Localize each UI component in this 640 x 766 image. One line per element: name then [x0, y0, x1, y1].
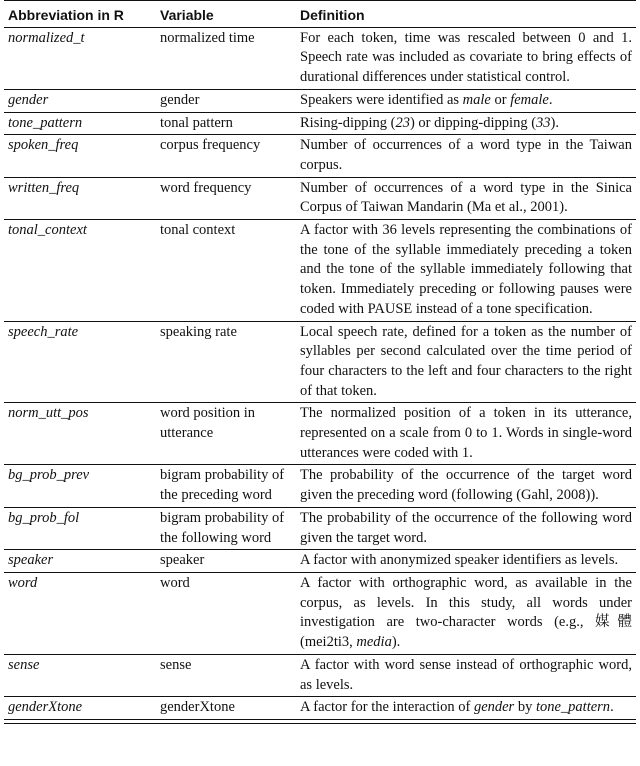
variable-cell: gender [156, 89, 296, 112]
variable-cell: tonal pattern [156, 112, 296, 135]
abbreviation-cell: word [4, 572, 156, 654]
table-row [4, 550, 636, 573]
table-row [4, 135, 636, 177]
header-variable: Variable [156, 4, 296, 27]
definition-cell [296, 697, 636, 720]
definition-cell [296, 220, 636, 322]
definition-text: . [548, 91, 553, 108]
variable-cell: normalized time [156, 27, 296, 89]
header-abbreviation: Abbreviation in R [4, 4, 156, 27]
variable-cell: sense [156, 654, 296, 696]
variable-cell: word [156, 572, 296, 654]
table-row [4, 572, 636, 654]
definition-text: Local speech rate, defined for a token as the number of syllables per second calculated over the time period of four characters to the left and four characters to the right of that token. [300, 323, 632, 399]
definition-text: A factor with word sense instead of orthographic word, as levels. [300, 656, 632, 693]
table-row [4, 112, 636, 135]
definition-emphasis: 23 [395, 114, 410, 131]
table-row [4, 654, 636, 696]
table-row [4, 321, 636, 403]
abbreviation-cell: normalized_t [4, 27, 156, 89]
definition-text: A factor for the interaction of [300, 699, 474, 716]
variable-cell: genderXtone [156, 697, 296, 720]
definition-emphasis: tone_pattern [535, 699, 611, 716]
header-row [4, 4, 636, 27]
table-body [4, 27, 636, 719]
bottom-rule [4, 719, 636, 723]
definition-text: Rising-dipping ( [300, 114, 396, 131]
definition-text: A factor with 36 levels representing the combinations of the tone of the syllable immediately preceding a token and the tone of the syllable immediately following that token. Immediately preceding or following pauses were coded with PAUSE instead of a tone specification. [300, 222, 632, 317]
definition-cell [296, 112, 636, 135]
variable-cell: word position in utterance [156, 403, 296, 465]
abbreviation-cell: speech_rate [4, 321, 156, 403]
definition-emphasis: gender [473, 699, 515, 716]
definition-text: ). [550, 114, 559, 131]
table-row [4, 220, 636, 322]
table-row [4, 89, 636, 112]
definition-text: or [490, 91, 511, 108]
definition-cell [296, 89, 636, 112]
table-row [4, 177, 636, 219]
abbreviation-cell: bg_prob_fol [4, 507, 156, 549]
definition-emphasis: 33 [536, 114, 551, 131]
definition-emphasis: female [510, 91, 549, 108]
definition-text: Speakers were identified as [300, 91, 463, 108]
definition-emphasis: male [462, 91, 491, 108]
abbreviation-cell: norm_utt_pos [4, 403, 156, 465]
abbreviation-cell: speaker [4, 550, 156, 573]
abbreviation-cell: sense [4, 654, 156, 696]
definition-text: A factor with orthographic word, as available in the corpus, as levels. In this study, all words under investigation are two-character words (e.g., 媒體(mei2ti3, [300, 574, 632, 651]
definition-text: The probability of the occurrence of the target word given the preceding word (following (Gahl, 2008)). [300, 467, 632, 504]
definition-text: The normalized position of a token in its utterance, represented on a scale from 0 to 1. Words in single-word utterances were coded with 1. [300, 405, 632, 461]
definition-text: ). [391, 634, 401, 651]
definition-cell [296, 507, 636, 549]
table-row [4, 27, 636, 89]
definition-cell [296, 321, 636, 403]
definition-text: A factor with anonymized speaker identifiers as levels. [300, 552, 619, 569]
header-definition: Definition [296, 4, 636, 27]
definition-cell [296, 572, 636, 654]
variable-cell: bigram probability of the following word [156, 507, 296, 549]
definition-text: by [514, 699, 536, 716]
abbreviation-cell: tonal_context [4, 220, 156, 322]
table-row [4, 697, 636, 720]
definition-cell [296, 27, 636, 89]
variable-cell: corpus frequency [156, 135, 296, 177]
definition-text: Number of occurrences of a word type in the Sinica Corpus of Taiwan Mandarin (Ma et al., 2001). [300, 179, 632, 216]
definition-text: For each token, time was rescaled between 0 and 1. Speech rate was included as covariate to bring effects of durational differences under statistical control. [300, 29, 632, 86]
abbreviation-cell: spoken_freq [4, 135, 156, 177]
abbreviation-cell: written_freq [4, 177, 156, 219]
definition-cell [296, 135, 636, 177]
variable-cell: speaker [156, 550, 296, 573]
definition-cell [296, 550, 636, 573]
variable-cell: speaking rate [156, 321, 296, 403]
definition-text: The probability of the occurrence of the following word given the target word. [300, 509, 632, 546]
variable-cell: bigram probability of the preceding word [156, 465, 296, 507]
table-row [4, 465, 636, 507]
abbreviation-cell: genderXtone [4, 697, 156, 720]
abbreviation-cell: bg_prob_prev [4, 465, 156, 507]
definition-cell [296, 403, 636, 465]
variable-cell: word frequency [156, 177, 296, 219]
definition-text: ) or dipping-dipping ( [409, 114, 537, 131]
definition-text: . [610, 699, 614, 716]
table-row [4, 403, 636, 465]
variables-table [4, 0, 636, 724]
definition-cell [296, 177, 636, 219]
abbreviation-cell: gender [4, 89, 156, 112]
definition-text: Number of occurrences of a word type in the Taiwan corpus. [300, 137, 632, 173]
definition-emphasis: media [356, 634, 392, 651]
table-row [4, 507, 636, 549]
definition-cell [296, 465, 636, 507]
definition-cell [296, 654, 636, 696]
variable-cell: tonal context [156, 220, 296, 322]
abbreviation-cell: tone_pattern [4, 112, 156, 135]
